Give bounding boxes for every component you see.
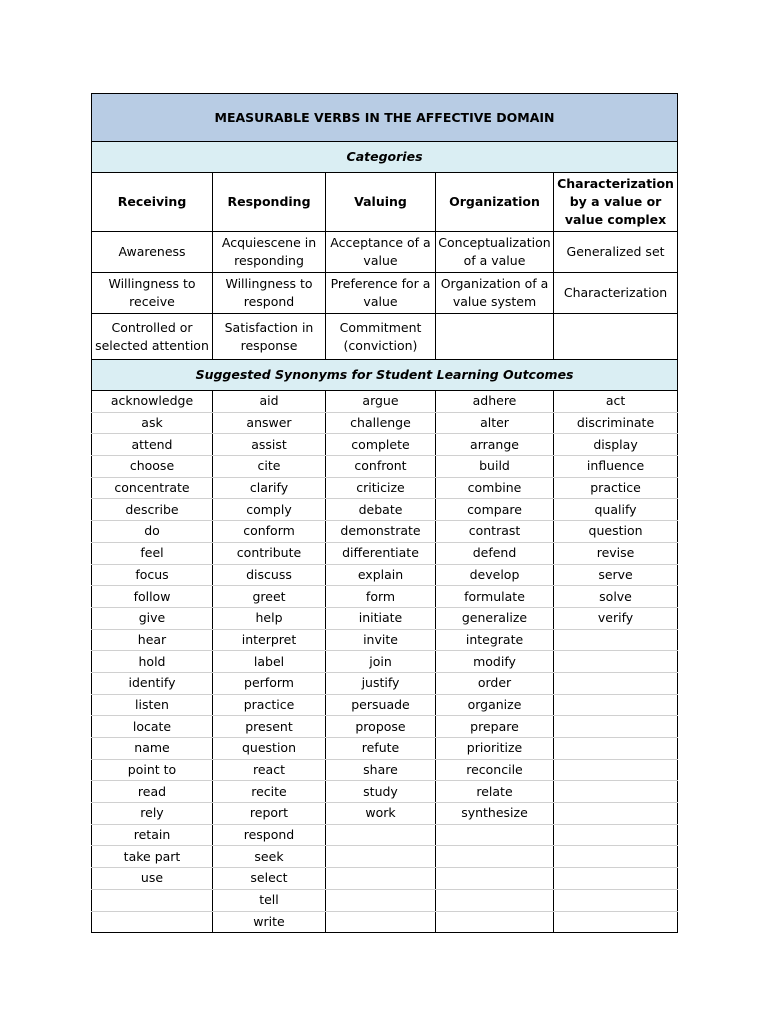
description-cell: Characterization — [554, 273, 678, 314]
verb-cell: question — [554, 521, 678, 543]
description-cell: Satisfaction in response — [213, 314, 326, 360]
verb-cell: practice — [213, 694, 326, 716]
verb-cell — [326, 846, 436, 868]
verb-cell: attend — [92, 434, 213, 456]
table-row — [92, 651, 678, 673]
verb-cell: contribute — [213, 542, 326, 564]
verb-cell: organize — [436, 694, 554, 716]
table-row — [92, 759, 678, 781]
verb-cell: answer — [213, 412, 326, 434]
verb-cell — [554, 803, 678, 825]
verb-cell: prepare — [436, 716, 554, 738]
verb-cell — [554, 824, 678, 846]
description-cell: Generalized set — [554, 232, 678, 273]
verb-cell — [326, 868, 436, 890]
verb-cell: refute — [326, 738, 436, 760]
table-row — [92, 781, 678, 803]
table-row — [92, 456, 678, 478]
verb-cell: share — [326, 759, 436, 781]
verb-cell: respond — [213, 824, 326, 846]
verb-cell: greet — [213, 586, 326, 608]
verb-cell: debate — [326, 499, 436, 521]
description-cell: Preference for a value — [326, 273, 436, 314]
verb-cell: revise — [554, 542, 678, 564]
verb-cell: label — [213, 651, 326, 673]
verb-cell: point to — [92, 759, 213, 781]
verb-cell: rely — [92, 803, 213, 825]
verb-cell: display — [554, 434, 678, 456]
verb-cell — [326, 911, 436, 933]
table-row — [92, 499, 678, 521]
verb-cell: seek — [213, 846, 326, 868]
verb-cell: complete — [326, 434, 436, 456]
verb-cell: propose — [326, 716, 436, 738]
description-cell: Controlled or selected attention — [92, 314, 213, 360]
table-row — [92, 542, 678, 564]
header-organization: Organization — [436, 173, 554, 232]
verb-cell: name — [92, 738, 213, 760]
verb-cell — [554, 716, 678, 738]
table-row — [92, 846, 678, 868]
verb-cell: qualify — [554, 499, 678, 521]
verb-cell: build — [436, 456, 554, 478]
table-row — [92, 824, 678, 846]
verb-cell: combine — [436, 477, 554, 499]
table-row — [92, 716, 678, 738]
verb-cell — [554, 781, 678, 803]
verb-cell: form — [326, 586, 436, 608]
verb-cell: practice — [554, 477, 678, 499]
verb-cell: demonstrate — [326, 521, 436, 543]
verb-cell: serve — [554, 564, 678, 586]
table-row — [92, 586, 678, 608]
verb-cell: integrate — [436, 629, 554, 651]
verb-cell: feel — [92, 542, 213, 564]
description-cell: Willingness to receive — [92, 273, 213, 314]
description-cell: Conceptualization of a value — [436, 232, 554, 273]
verb-cell: listen — [92, 694, 213, 716]
verb-cell: comply — [213, 499, 326, 521]
table-row — [92, 803, 678, 825]
verb-cell: give — [92, 607, 213, 629]
table-row — [92, 521, 678, 543]
description-cell: Commitment (conviction) — [326, 314, 436, 360]
description-row — [92, 314, 678, 360]
verb-cell: formulate — [436, 586, 554, 608]
verb-cell: concentrate — [92, 477, 213, 499]
verb-cell: ask — [92, 412, 213, 434]
verb-cell: initiate — [326, 607, 436, 629]
verb-cell: verify — [554, 607, 678, 629]
verb-cell: discuss — [213, 564, 326, 586]
verb-cell — [554, 911, 678, 933]
verb-cell: hear — [92, 629, 213, 651]
table-row — [92, 477, 678, 499]
verb-cell: influence — [554, 456, 678, 478]
description-cell — [554, 314, 678, 360]
description-cell: Willingness to respond — [213, 273, 326, 314]
affective-verbs-table — [91, 93, 678, 933]
table-row — [92, 629, 678, 651]
verb-cell: tell — [213, 889, 326, 911]
verb-cell — [436, 911, 554, 933]
table-row — [92, 889, 678, 911]
verb-cell: defend — [436, 542, 554, 564]
verb-cell: choose — [92, 456, 213, 478]
verb-cell: develop — [436, 564, 554, 586]
table-row — [92, 391, 678, 413]
table-title: MEASURABLE VERBS IN THE AFFECTIVE DOMAIN — [92, 94, 678, 142]
verb-cell: help — [213, 607, 326, 629]
verb-cell: hold — [92, 651, 213, 673]
table-row — [92, 694, 678, 716]
category-header-row — [92, 173, 678, 232]
header-characterization: Characterization by a value or value complex — [554, 173, 678, 232]
verb-cell: read — [92, 781, 213, 803]
verb-cell: take part — [92, 846, 213, 868]
verb-cell: study — [326, 781, 436, 803]
verb-cell: invite — [326, 629, 436, 651]
verb-cell: react — [213, 759, 326, 781]
verb-cell: alter — [436, 412, 554, 434]
verb-cell: join — [326, 651, 436, 673]
verb-cell: modify — [436, 651, 554, 673]
verb-cell: arrange — [436, 434, 554, 456]
verb-cell: conform — [213, 521, 326, 543]
verb-cell: clarify — [213, 477, 326, 499]
description-cell: Organization of a value system — [436, 273, 554, 314]
table-row — [92, 738, 678, 760]
verb-cell: adhere — [436, 391, 554, 413]
header-valuing: Valuing — [326, 173, 436, 232]
verb-cell: write — [213, 911, 326, 933]
description-cell: Awareness — [92, 232, 213, 273]
table-row — [92, 434, 678, 456]
header-receiving: Receiving — [92, 173, 213, 232]
verb-cell — [554, 889, 678, 911]
verb-cell — [326, 824, 436, 846]
verb-cell: focus — [92, 564, 213, 586]
verb-cell: reconcile — [436, 759, 554, 781]
table-row — [92, 911, 678, 933]
verb-cell: prioritize — [436, 738, 554, 760]
verb-cell: work — [326, 803, 436, 825]
verb-cell — [436, 824, 554, 846]
verb-cell — [554, 672, 678, 694]
verb-cell — [92, 911, 213, 933]
verb-cell: act — [554, 391, 678, 413]
verb-cell: generalize — [436, 607, 554, 629]
verb-cell: report — [213, 803, 326, 825]
verb-cell: use — [92, 868, 213, 890]
verb-cell: describe — [92, 499, 213, 521]
table-row — [92, 607, 678, 629]
verb-cell: aid — [213, 391, 326, 413]
table-row — [92, 564, 678, 586]
verb-cell — [436, 889, 554, 911]
description-cell: Acquiescene in responding — [213, 232, 326, 273]
verb-cell: acknowledge — [92, 391, 213, 413]
verb-cell — [436, 868, 554, 890]
verb-cell: explain — [326, 564, 436, 586]
verb-cell — [554, 868, 678, 890]
verb-cell: justify — [326, 672, 436, 694]
header-responding: Responding — [213, 173, 326, 232]
verb-cell: contrast — [436, 521, 554, 543]
verb-cell: identify — [92, 672, 213, 694]
verb-cell — [436, 846, 554, 868]
verb-cell: question — [213, 738, 326, 760]
verb-cell — [554, 846, 678, 868]
description-cell — [436, 314, 554, 360]
verb-cell: select — [213, 868, 326, 890]
verb-cell: order — [436, 672, 554, 694]
synonyms-heading: Suggested Synonyms for Student Learning Outcomes — [92, 360, 678, 391]
verb-cell — [554, 694, 678, 716]
verb-cell: assist — [213, 434, 326, 456]
verb-cell: do — [92, 521, 213, 543]
verb-cell: challenge — [326, 412, 436, 434]
table-row — [92, 868, 678, 890]
verb-cell: recite — [213, 781, 326, 803]
verb-cell — [554, 629, 678, 651]
verb-cell: perform — [213, 672, 326, 694]
description-cell: Acceptance of a value — [326, 232, 436, 273]
description-row — [92, 273, 678, 314]
verb-cell: argue — [326, 391, 436, 413]
verb-cell: cite — [213, 456, 326, 478]
verb-cell: criticize — [326, 477, 436, 499]
verb-cell: retain — [92, 824, 213, 846]
verb-cell — [92, 889, 213, 911]
description-row — [92, 232, 678, 273]
table-row — [92, 672, 678, 694]
verb-cell: synthesize — [436, 803, 554, 825]
verb-cell: relate — [436, 781, 554, 803]
table-row — [92, 412, 678, 434]
verb-cell: present — [213, 716, 326, 738]
verb-cell: differentiate — [326, 542, 436, 564]
verb-cell: locate — [92, 716, 213, 738]
categories-heading: Categories — [92, 142, 678, 173]
verb-cell: interpret — [213, 629, 326, 651]
verb-cell — [554, 738, 678, 760]
verb-cell — [554, 759, 678, 781]
verb-cell: discriminate — [554, 412, 678, 434]
verb-cell: solve — [554, 586, 678, 608]
verb-cell: compare — [436, 499, 554, 521]
verb-cell: follow — [92, 586, 213, 608]
verb-cell: confront — [326, 456, 436, 478]
verb-cell — [554, 651, 678, 673]
verb-cell: persuade — [326, 694, 436, 716]
verb-cell — [326, 889, 436, 911]
